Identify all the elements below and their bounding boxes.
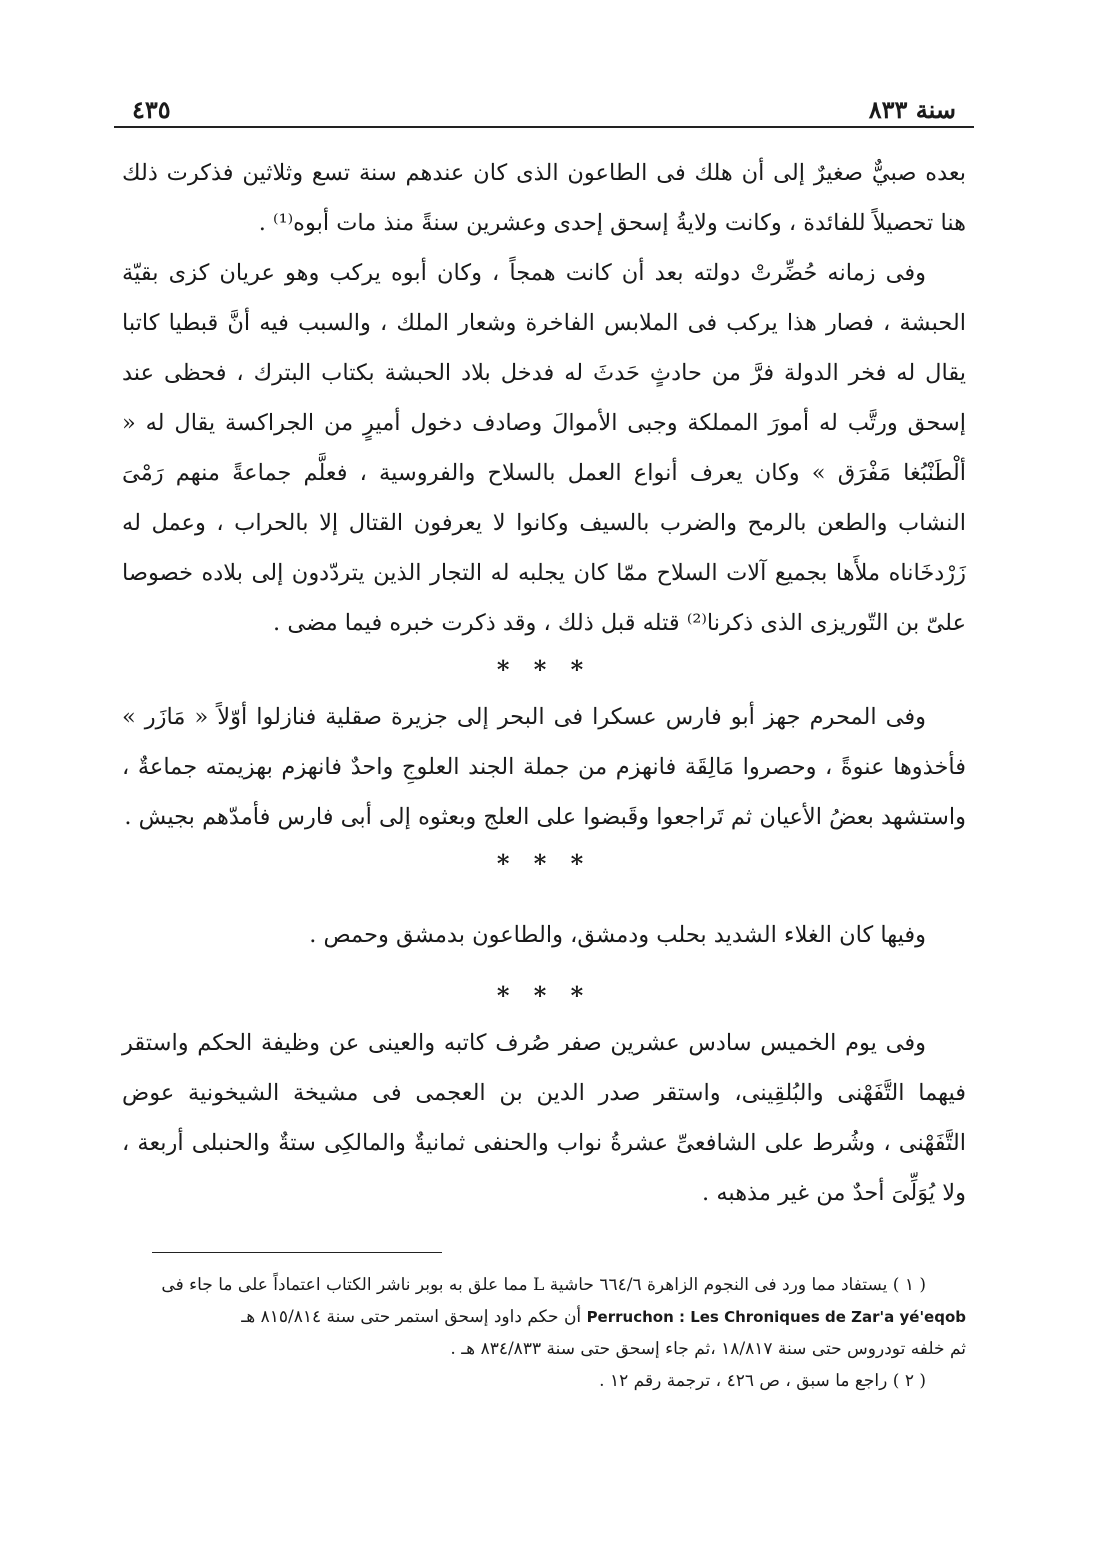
section-separator: * * * [496, 981, 592, 1010]
footnote-line [122, 1333, 966, 1365]
paragraph: بعده صبيٌّ صغيرٌ إلى أن هلك فى الطاعون الذى كان عندهم سنة تسع وثلاثين فذكرت ذلك هنا تحصيلاً للفائدة ، وكانت ولايةُ إسحق إحدى وعشرين سنةً منذ مات أبوه⁽¹⁾ . [122, 160, 966, 236]
footnote-rule-wrap [122, 1252, 966, 1253]
paragraph: وفى زمانه حُضِّرتْ دولته بعد أن كانت همجاً ، وكان أبوه يركب وهو عريان كزى بقيّة الحبشة ، فصار هذا يركب فى الملابس الفاخرة وشعار الملك ، والسبب فيه أنَّ قبطيا كاتبا يقال له فخر الدولة فرَّ من حادثٍ حَدثَ له فدخل بلاد الحبشة بكتاب البترك ، فحظى عند إسحق ورتَّب له أمورَ المملكة وجبى الأموالَ وصادف دخول أميرٍ من الجراكسة يقال له « ألْطَنْبُغا مَفْرَق » وكان يعرف أنواع العمل بالسلاح والفروسية ، فعلَّم جماعةً منهم رَمْىَ النشاب والطعن بالرمح والضرب بالسيف وكانوا لا يعرفون القتال إلا بالحراب ، وعمل له زَرْدخَاناه ملأَها بجميع آلات السلاح ممّا كان يجلبه له التجار الذين يتردّدون إلى بلاده خصوصا علىّ بن التّوريزى الذى ذكرنا⁽²⁾ قتله قبل ذلك ، وقد ذكرت خبره فيما مضى . [122, 260, 966, 636]
footnote-text: أن حكم داود إسحق استمر حتى سنة ٨١٥/٨١٤ هـ [241, 1307, 587, 1327]
section-separator: * * * [496, 655, 592, 684]
running-title: سنة ٨٣٣ [868, 95, 956, 124]
main-text [122, 148, 966, 1218]
footnote-text: ثم خلفه تودروس حتى سنة ١٨/٨١٧ ،ثم جاء إسحق حتى سنة ٨٣٤/٨٣٣ هـ . [450, 1339, 966, 1359]
header-rule [114, 126, 974, 128]
footnotes [122, 1269, 966, 1397]
paragraph: وفى يوم الخميس سادس عشرين صفر صُرف كاتبه والعينى عن وظيفة الحكم واستقر فيهما التَّفَهْنى والبُلقِينى، واستقر صدر الدين بن العجمى فى مشيخة الشيخونية عوض التَّفَهْنى ، وشُرط على الشافعىِّ عشرةُ نواب والحنفى ثمانيةٌ والمالكِى ستةٌ والحنبلى أربعة ، ولا يُوَلِّىَ أحدٌ من غير مذهبه . [122, 1030, 966, 1206]
footnote-rule [152, 1252, 442, 1253]
footnote-line [122, 1301, 966, 1333]
footnote-text: ( ٢ ) راجع ما سبق ، ص ٤٢٦ ، ترجمة رقم ١٢ . [599, 1371, 926, 1391]
footnote-latin-reference: Perruchon : Les Chroniques de Zar'a yé'eqob [586, 1308, 966, 1326]
footnote-line [122, 1365, 966, 1397]
footnote-text: ( ١ ) يستفاد مما ورد فى النجوم الزاهرة ٦٦٤/٦ حاشية L مما علق به بوبر ناشر الكتاب اعتماداً على ما جاء فى [161, 1275, 926, 1295]
paragraph: وفى المحرم جهز أبو فارس عسكرا فى البحر إلى جزيرة صقلية فنازلوا أوّلاً « مَازَر » فأخذوها عنوةً ، وحصروا مَالِقَة فانهزم من جملة الجند العلوجِ واحدٌ فانهزم بهزيمته جماعةٌ ، واستشهد بعضُ الأعيان ثم تَراجعوا وقَبضوا على العلج وبعثوه إلى أبى فارس فأمدّهم بجيش . [122, 704, 966, 830]
paragraph: وفيها كان الغلاء الشديد بحلب ودمشق، والطاعون بدمشق وحمص . [309, 922, 926, 948]
footnote-line [122, 1269, 966, 1301]
page-header [122, 88, 966, 126]
section-separator: * * * [496, 849, 592, 878]
page-number: ٤٣٥ [132, 95, 171, 124]
